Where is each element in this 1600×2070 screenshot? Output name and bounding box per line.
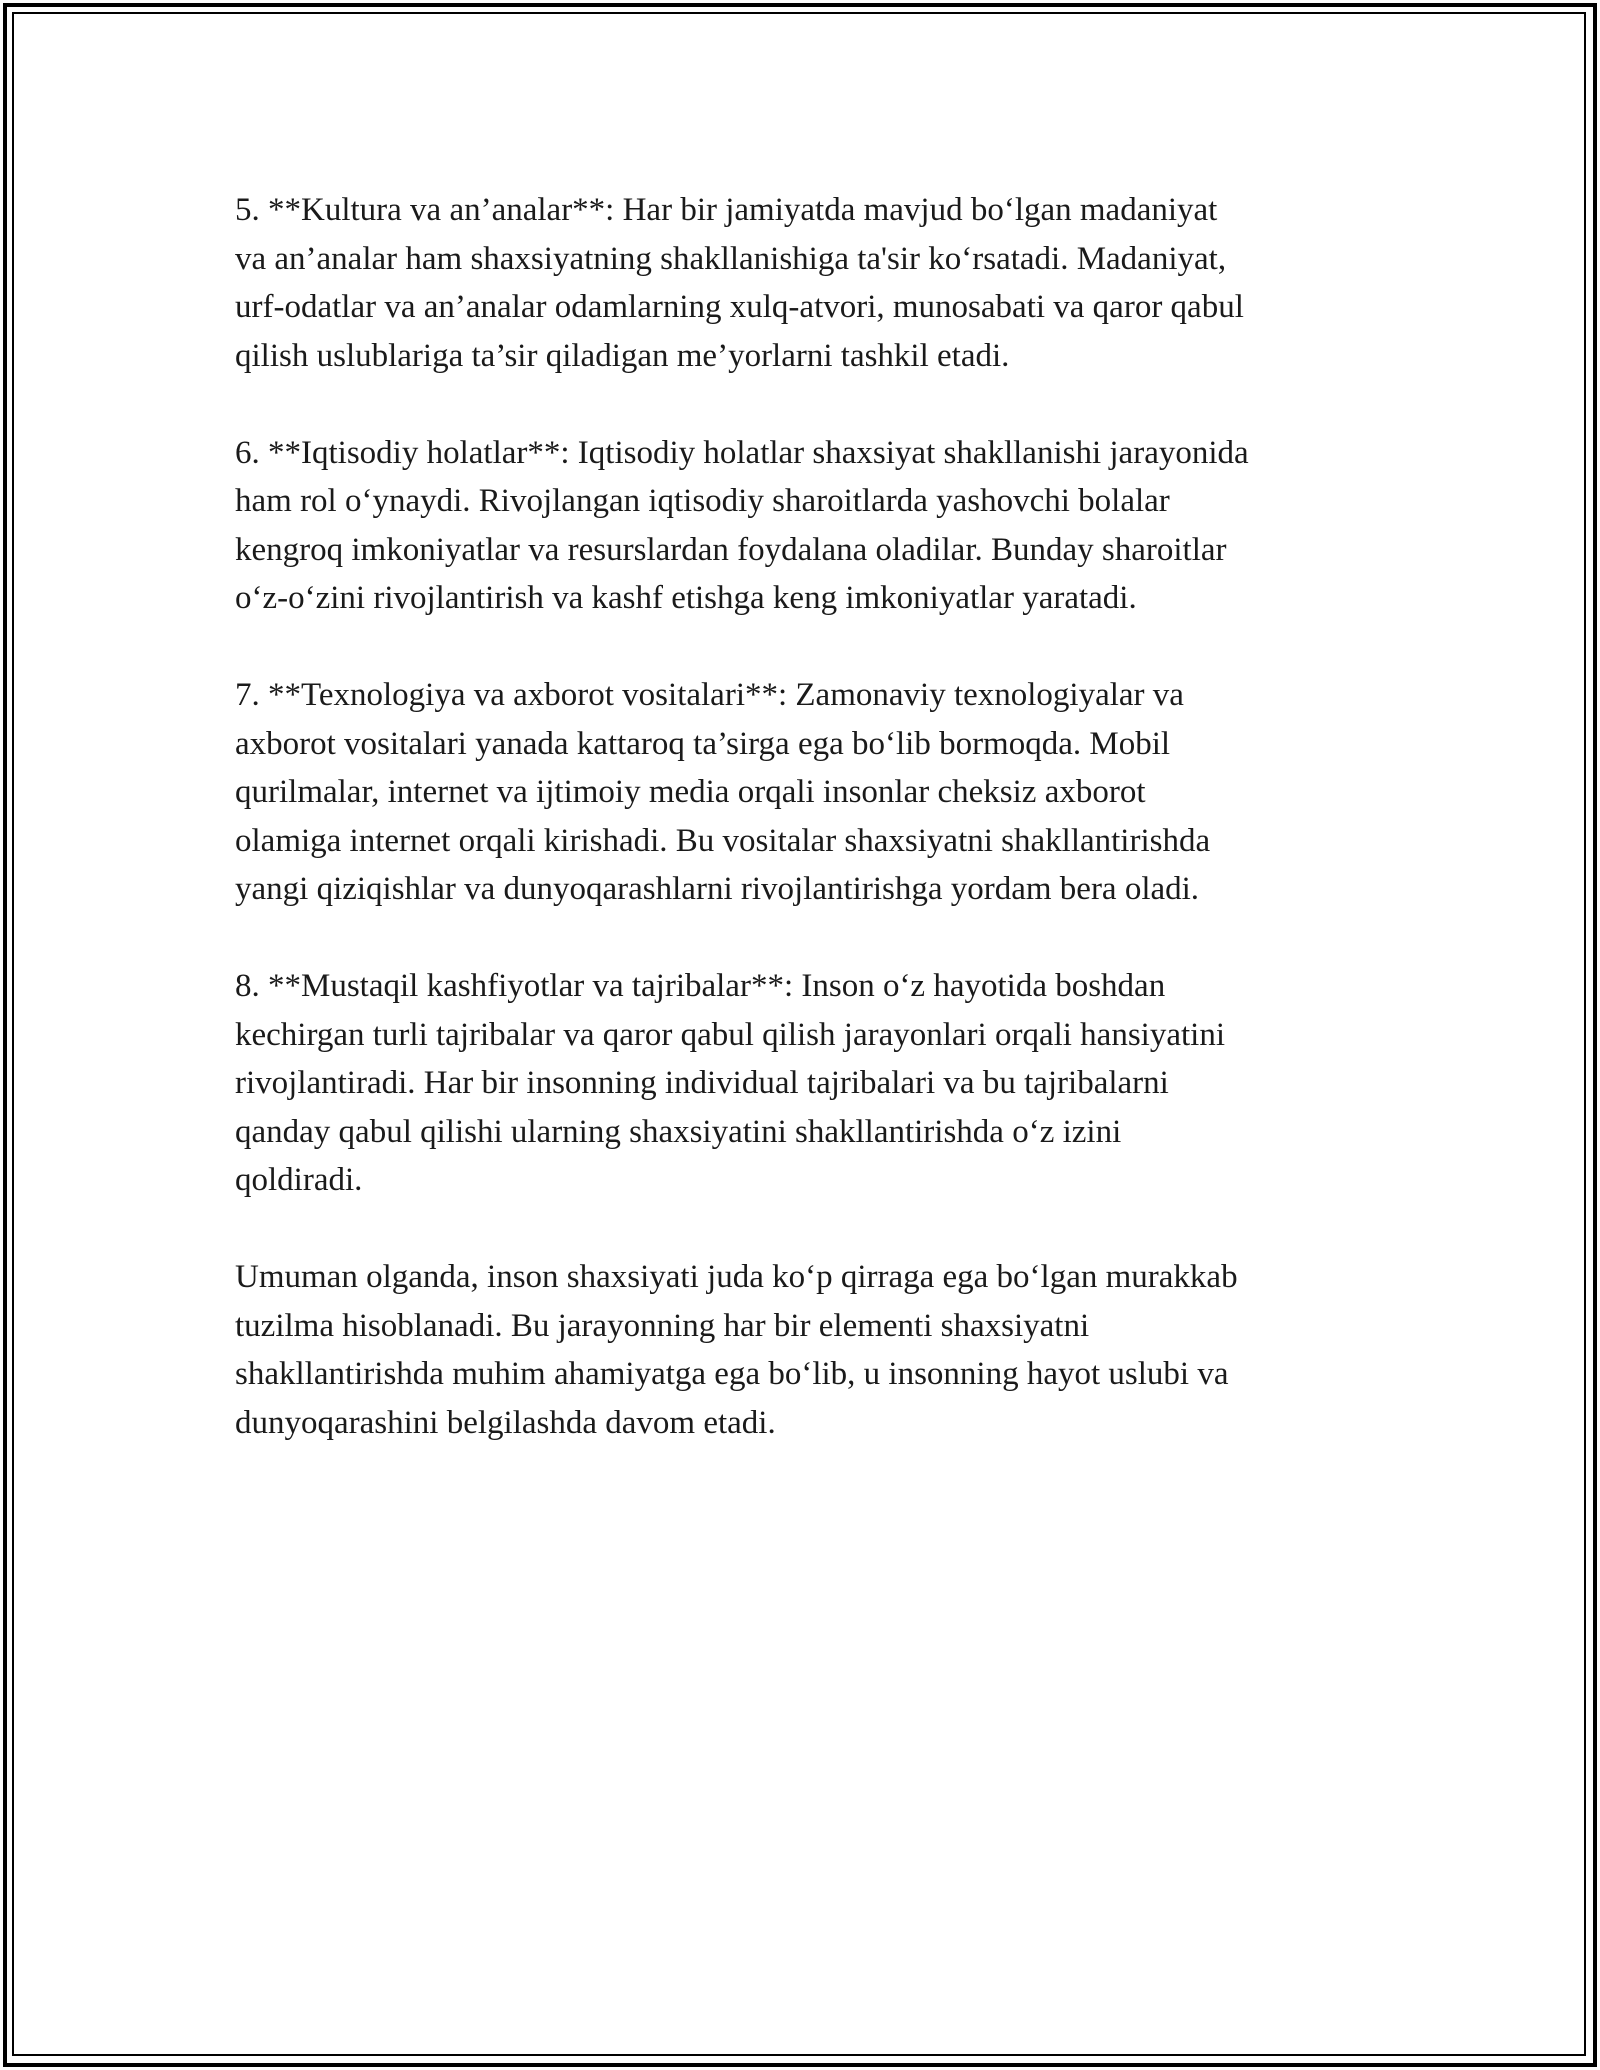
text-line: axborot vositalari yanada kattaroq ta’sirga ega boʻlib bormoqda. Mobil — [235, 725, 1171, 762]
text-line: 5. **Kultura va an’analar**: Har bir jamiyatda mavjud boʻlgan madaniyat — [235, 192, 1218, 228]
text-line: yangi qiziqishlar va dunyoqarashlarni rivojlantirishga yordam bera oladi. — [235, 871, 1200, 907]
text-line: dunyoqarashini belgilashda davom etadi. — [235, 1404, 776, 1441]
text-line: tuzilma hisoblanadi. Bu jarayonning har bir elementi shaxsiyatni — [235, 1307, 1090, 1344]
text-line: 7. **Texnologiya va axborot vositalari**: Zamonaviy texnologiyalar va — [235, 677, 1184, 713]
text-line: kechirgan turli tajribalar va qaror qabul qilish jarayonlari orqali hansiyatini — [235, 1016, 1225, 1053]
text-line: qilish uslublariga ta’sir qiladigan me’yorlarni tashkil etadi. — [235, 337, 1010, 374]
text-line: 6. **Iqtisodiy holatlar**: Iqtisodiy holatlar shaxsiyat shakllanishi jarayonida — [235, 434, 1249, 471]
text-line: qurilmalar, internet va ijtimoiy media orqali insonlar cheksiz axborot — [235, 774, 1146, 810]
text-line: Umuman olganda, inson shaxsiyati juda koʻp qirraga ega boʻlgan murakkab — [235, 1259, 1238, 1295]
text-line: ham rol oʻynaydi. Rivojlangan iqtisodiy sharoitlarda yashovchi bolalar — [235, 483, 1170, 519]
paragraph-culture — [235, 186, 1385, 380]
text-line: va an’analar ham shaxsiyatning shakllanishiga ta'sir koʻrsatadi. Madaniyat, — [235, 240, 1227, 277]
paragraph-experiences — [235, 962, 1385, 1205]
document-body — [235, 186, 1385, 1496]
text-line: shakllantirishda muhim ahamiyatga ega boʻlib, u insonning hayot uslubi va — [235, 1356, 1229, 1392]
text-line: kengroq imkoniyatlar va resurslardan foydalana oladilar. Bunday sharoitlar — [235, 531, 1227, 568]
text-line: olamiga internet orqali kirishadi. Bu vositalar shaxsiyatni shakllantirishda — [235, 822, 1211, 859]
text-line: 8. **Mustaqil kashfiyotlar va tajribalar**: Inson oʻz hayotida boshdan — [235, 968, 1166, 1004]
text-line: urf-odatlar va an’analar odamlarning xulq-atvori, munosabati va qaror qabul — [235, 289, 1244, 325]
text-line: qanday qabul qilishi ularning shaxsiyatini shakllantirishda oʻz izini — [235, 1113, 1122, 1150]
paragraph-conclusion — [235, 1253, 1385, 1447]
text-line: qoldiradi. — [235, 1162, 363, 1198]
text-line: oʻz-oʻzini rivojlantirish va kashf etishga keng imkoniyatlar yaratadi. — [235, 580, 1137, 616]
text-line: rivojlantiradi. Har bir insonning individual tajribalari va bu tajribalarni — [235, 1065, 1169, 1101]
paragraph-economic — [235, 429, 1385, 623]
paragraph-technology — [235, 671, 1385, 914]
